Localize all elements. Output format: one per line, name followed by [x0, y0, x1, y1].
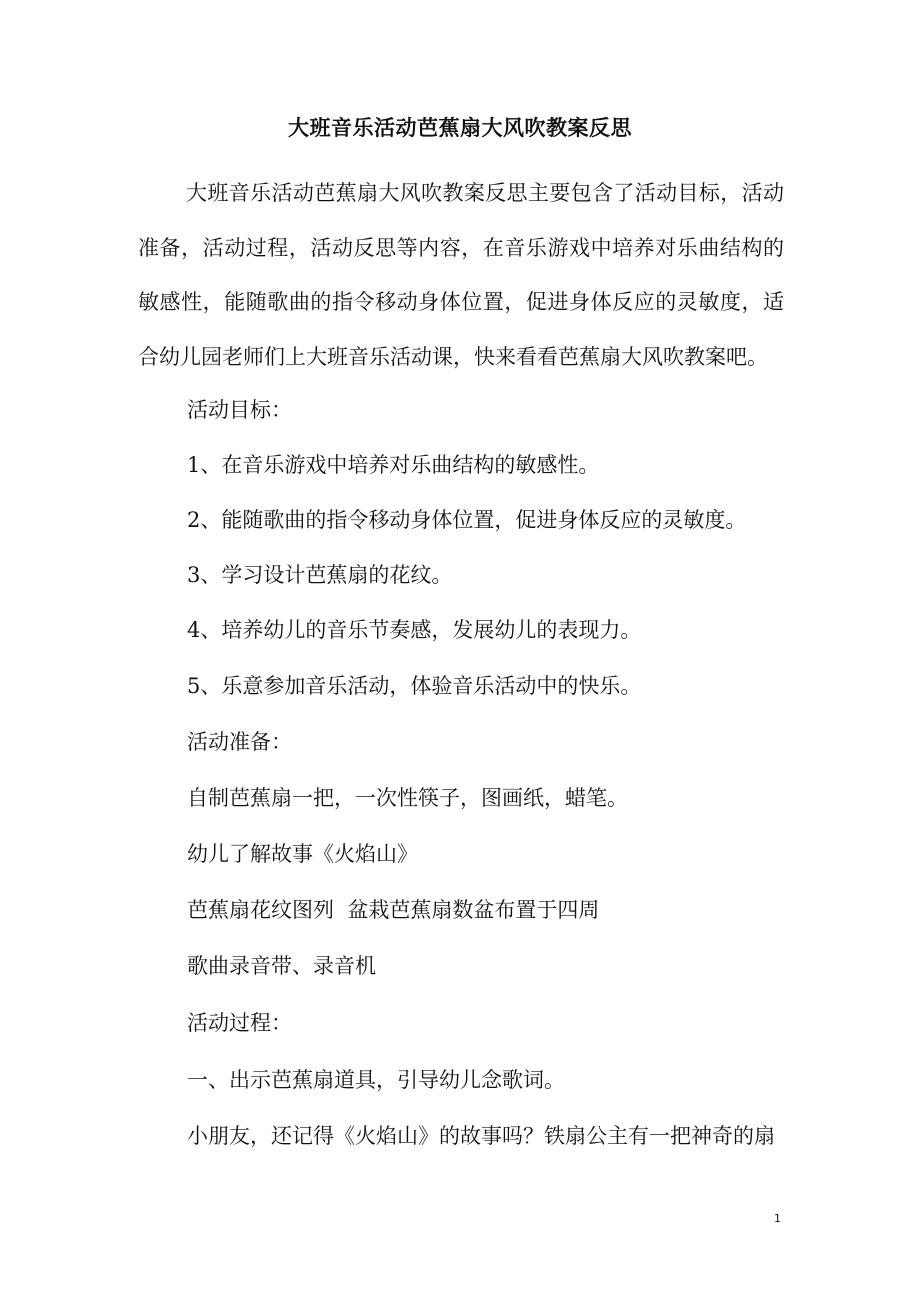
prep-item-4: 歌曲录音带、录音机 — [187, 954, 376, 978]
goals-heading: 活动目标： — [187, 398, 292, 422]
prep-item-3: 芭蕉扇花纹图列 盆栽芭蕉扇数盆布置于四周 — [187, 898, 600, 922]
page-number: 1 — [774, 1212, 781, 1225]
prep-item-2: 幼儿了解故事《火焰山》 — [187, 842, 418, 866]
goal-item-2: 2、能随歌曲的指令移动身体位置，促进身体反应的灵敏度。 — [187, 508, 747, 532]
goal-item-4: 4、培养幼儿的音乐节奏感，发展幼儿的表现力。 — [187, 618, 642, 642]
prep-item-1: 自制芭蕉扇一把，一次性筷子，图画纸，蜡笔。 — [187, 786, 628, 810]
process-heading: 活动过程： — [187, 1011, 292, 1035]
prep-heading: 活动准备： — [187, 730, 292, 754]
process-paragraph: 小朋友，还记得《火焰山》的故事吗？铁扇公主有一把神奇的扇 — [187, 1124, 775, 1148]
process-step-1: 一、出示芭蕉扇道具，引导幼儿念歌词。 — [187, 1068, 565, 1092]
intro-paragraph: 大班音乐活动芭蕉扇大风吹教案反思主要包含了活动目标，活动准备，活动过程，活动反思等内容，在音乐游戏中培养对乐曲结构的敏感性，能随歌曲的指令移动身体位置，促进身体反应的灵敏度，适合幼儿园老师们上大班音乐活动课，快来看看芭蕉扇大风吹教案吧。 — [138, 181, 784, 369]
document-title: 大班音乐活动芭蕉扇大风吹教案反思 — [288, 115, 632, 140]
goal-item-3: 3、学习设计芭蕉扇的花纹。 — [187, 563, 453, 587]
goal-item-5: 5、乐意参加音乐活动，体验音乐活动中的快乐。 — [187, 674, 642, 698]
goal-item-1: 1、在音乐游戏中培养对乐曲结构的敏感性。 — [187, 453, 600, 477]
